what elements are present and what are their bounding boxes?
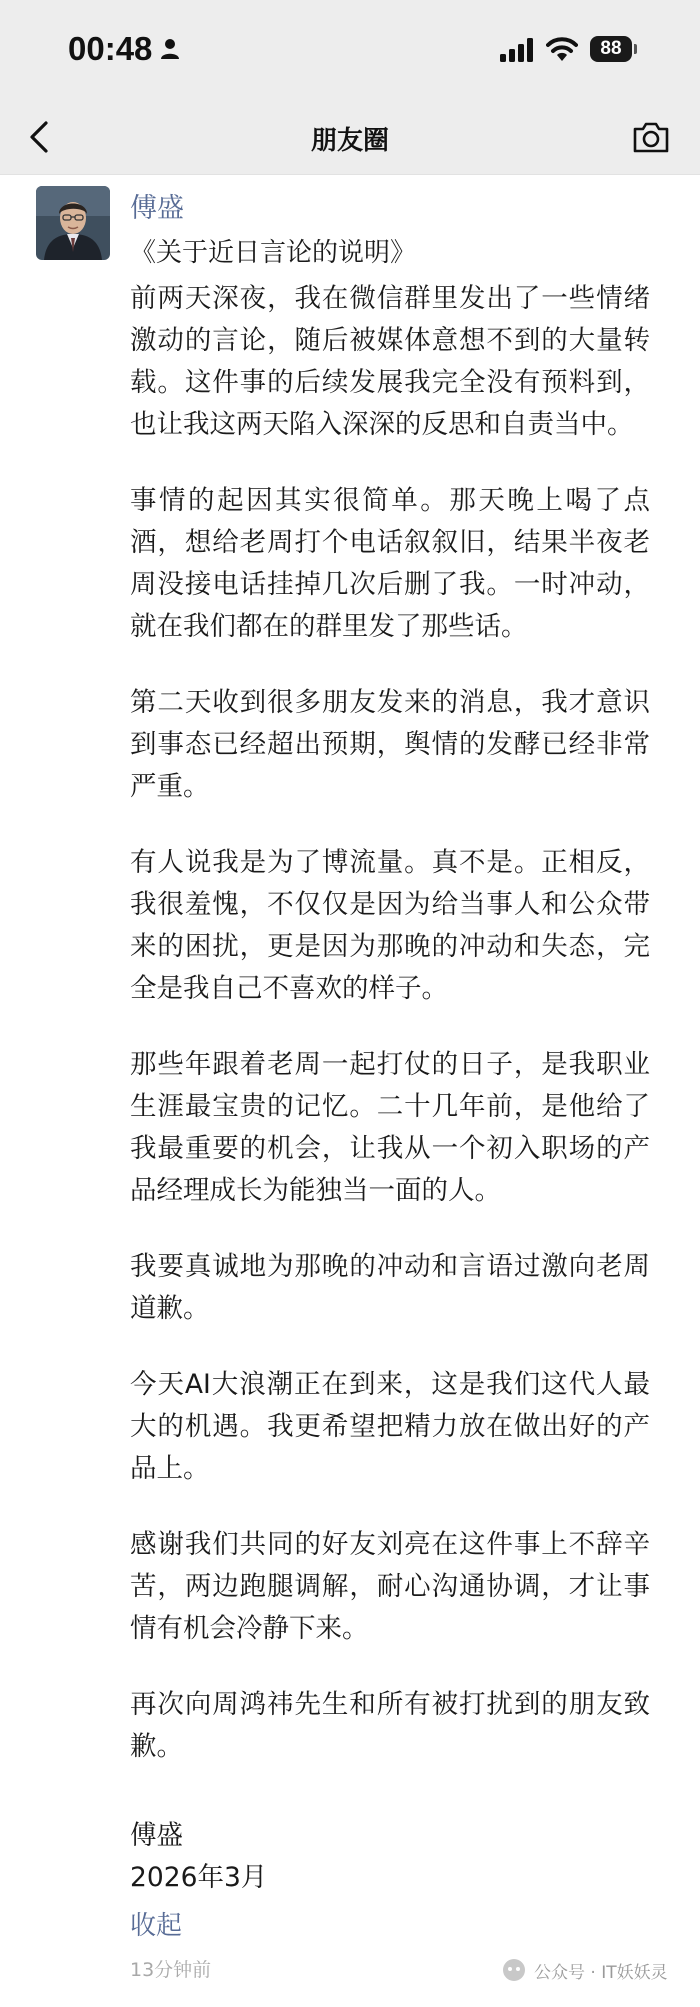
signature-name: 傅盛 xyxy=(130,1820,183,1851)
watermark xyxy=(502,1950,668,1990)
status-time: 00:48 xyxy=(68,30,153,67)
person-icon xyxy=(160,38,180,60)
avatar-image xyxy=(36,186,110,260)
signature-date: 2026年3月 xyxy=(130,1862,268,1893)
signal-icon xyxy=(500,38,536,62)
post-paragraph: 再次向周鸿祎先生和所有被打扰到的朋友致歉。 xyxy=(130,1689,650,1762)
post-body xyxy=(130,278,650,1802)
battery-tip xyxy=(634,44,637,54)
post-title: 《关于近日言论的说明》 xyxy=(130,238,417,268)
nav-bar xyxy=(0,100,700,175)
status-bar xyxy=(0,0,700,100)
post-timestamp: 13分钟前 xyxy=(130,1959,212,1981)
watermark-text: 公众号 · IT妖妖灵 xyxy=(534,1962,668,1983)
page-title: 朋友圈 xyxy=(310,126,389,156)
author-name-link[interactable]: 傅盛 xyxy=(130,193,184,224)
camera-icon[interactable] xyxy=(632,120,670,154)
post-paragraph: 今天AI大浪潮正在到来，这是我们这代人最大的机遇。我更希望把精力放在做出好的产品上。 xyxy=(130,1369,650,1484)
post-paragraph: 事情的起因其实很简单。那天晚上喝了点酒，想给老周打个电话叙叙旧，结果半夜老周没接电话挂掉几次后删了我。一时冲动，就在我们都在的群里发了那些话。 xyxy=(130,485,650,642)
post-paragraph: 那些年跟着老周一起打仗的日子，是我职业生涯最宝贵的记忆。二十几年前，是他给了我最重要的机会，让我从一个初入职场的产品经理成长为能独当一面的人。 xyxy=(130,1049,650,1206)
collapse-button[interactable]: 收起 xyxy=(130,1911,183,1941)
post-paragraph: 有人说我是为了博流量。真不是。正相反，我很羞愧，不仅仅是因为给当事人和公众带来的困扰，更是因为那晚的冲动和失态，完全是我自己不喜欢的样子。 xyxy=(130,847,650,1004)
battery-indicator: 88 xyxy=(590,36,632,62)
post-signature-block xyxy=(130,1815,267,1899)
post-paragraph: 我要真诚地为那晚的冲动和言语过激向老周道歉。 xyxy=(130,1251,650,1324)
author-avatar[interactable] xyxy=(36,186,110,260)
wifi-icon xyxy=(546,36,578,62)
post-paragraph: 第二天收到很多朋友发来的消息，我才意识到事态已经超出预期，舆情的发酵已经非常严重。 xyxy=(130,687,650,802)
wechat-official-account-icon xyxy=(502,1958,526,1982)
post-paragraph: 感谢我们共同的好友刘亮在这件事上不辞辛苦，两边跑腿调解，耐心沟通协调，才让事情有机会冷静下来。 xyxy=(130,1529,650,1644)
post-paragraph: 前两天深夜，我在微信群里发出了一些情绪激动的言论，随后被媒体意想不到的大量转载。这件事的后续发展我完全没有预料到，也让我这两天陷入深深的反思和自责当中。 xyxy=(130,283,650,440)
